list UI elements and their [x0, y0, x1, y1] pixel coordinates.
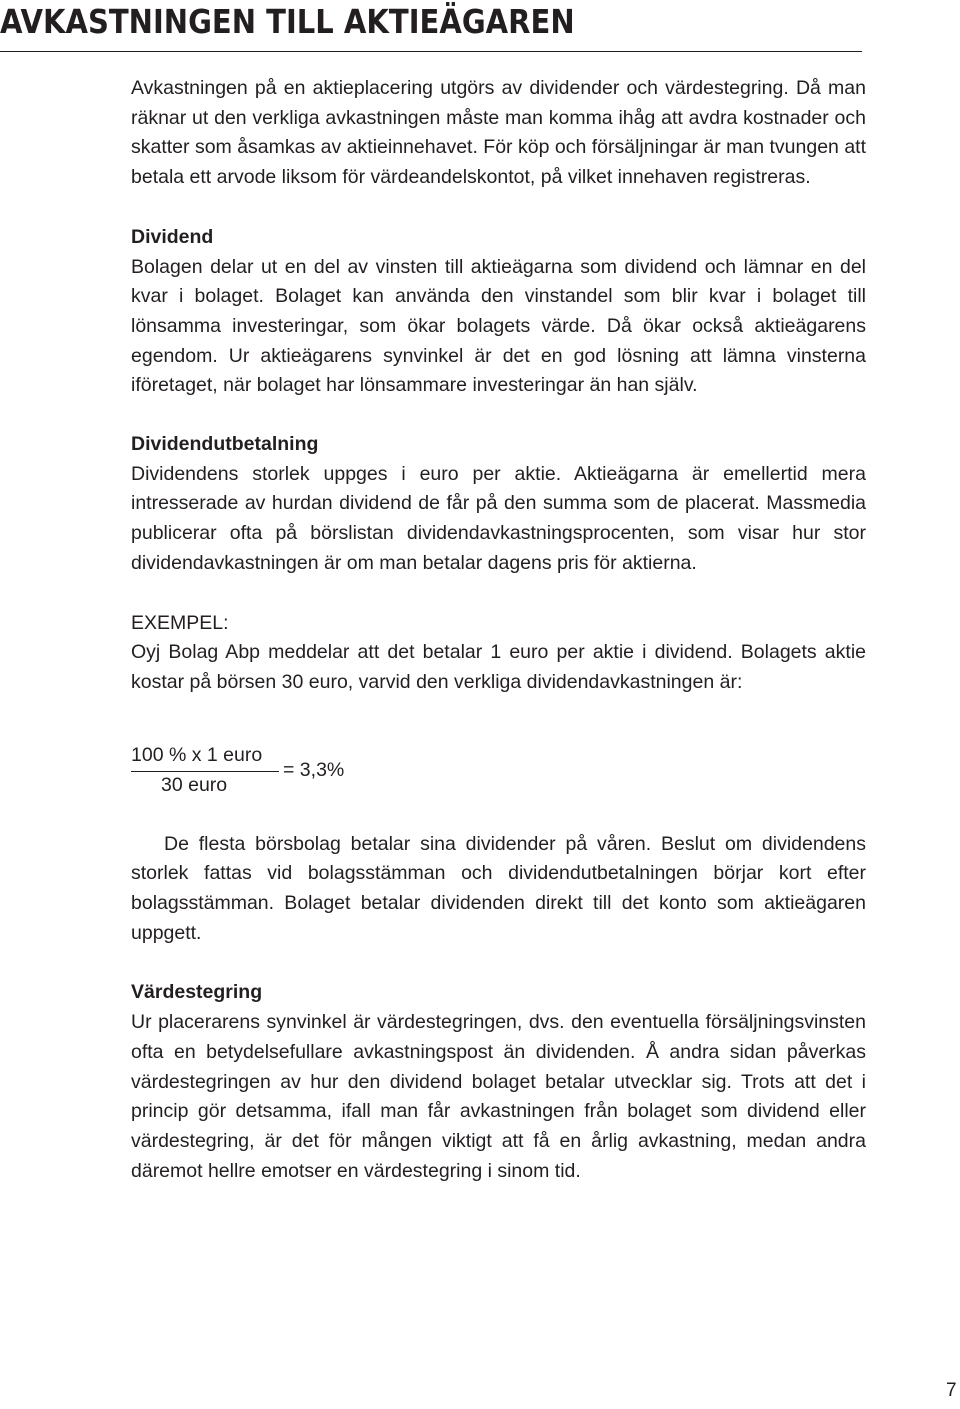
example-followup-paragraph: De flesta börsbolag betalar sina dividender på våren. Beslut om dividendens storlek fattas vid bolagsstämman och dividendutbetalningen börjar kort efter bolagsstämman. Bolaget betalar dividenden direkt till det konto som aktieägaren uppgett.: [131, 832, 866, 944]
dividend-heading: Dividend: [131, 225, 214, 248]
example-label: EXEMPEL:: [131, 611, 229, 634]
dividend-paragraph: Bolagen delar ut en del av vinsten till aktieägarna som dividend och lämnar en del kvar i bolaget. Bolaget kan använda den vinstandel som blir kvar i bolaget till lönsamma investeringar, som ökar bolagets värde. Då ökar också aktieägarens egendom. Ur aktieägarens synvinkel är det en god lösning att lämna vinsterna iföretaget, när bolaget har lönsammare investeringar än han själv.: [131, 255, 866, 397]
formula-denominator: 30 euro: [161, 773, 228, 796]
title-divider: [0, 51, 862, 52]
page-number: 7: [946, 1380, 957, 1401]
value-growth-paragraph: Ur placerarens synvinkel är värdestegringen, dvs. den eventuella försäljningsvinsten ofta en betydelsefullare avkastningspost än dividenden. Å andra sidan påverkas värdestegringen av hur den dividend bolaget betalar utvecklar sig. Trots att det i princip gör detsamma, ifall man får avkastningen från bolaget som dividend eller värdestegring, är det för mången viktigt att få en årlig avkastning, medan andra däremot hellre emotser en värdestegring i sinom tid.: [131, 1011, 866, 1182]
dividend-payout-paragraph: Dividendens storlek uppges i euro per aktie. Aktieägarna är emellertid mera intresserade av hurdan dividend de får på den summa som de placerat. Massmedia publicerar ofta på börslistan dividendavkastningsprocenten, som visar hur stor dividendavkastningen är om man betalar dagens pris för aktierna.: [131, 462, 866, 574]
page-title: AVKASTNINGEN TILL AKTIEÄGAREN: [0, 2, 575, 41]
formula-numerator: 100 % x 1 euro: [131, 743, 263, 766]
yield-formula: [131, 742, 866, 802]
intro-paragraph: Avkastningen på en aktieplacering utgörs av dividender och värdestegring. Då man räknar ut den verkliga avkastningen måste man komma ihåg att avdra kostnader och skatter som åsamkas av aktieinnehavet. För köp och försäljningar är man tvungen att betala ett arvode liksom för värdeandelskontot, på vilket innehaven registreras.: [131, 77, 866, 189]
value-growth-heading: Värdestegring: [131, 981, 263, 1004]
dividend-payout-heading: Dividendutbetalning: [131, 433, 319, 456]
main-content: [131, 74, 866, 1186]
example-paragraph: Oyj Bolag Abp meddelar att det betalar 1 euro per aktie i dividend. Bolagets aktie kostar på börsen 30 euro, varvid den verkliga dividendavkastningen är:: [131, 641, 866, 693]
formula-result: = 3,3%: [283, 758, 345, 781]
